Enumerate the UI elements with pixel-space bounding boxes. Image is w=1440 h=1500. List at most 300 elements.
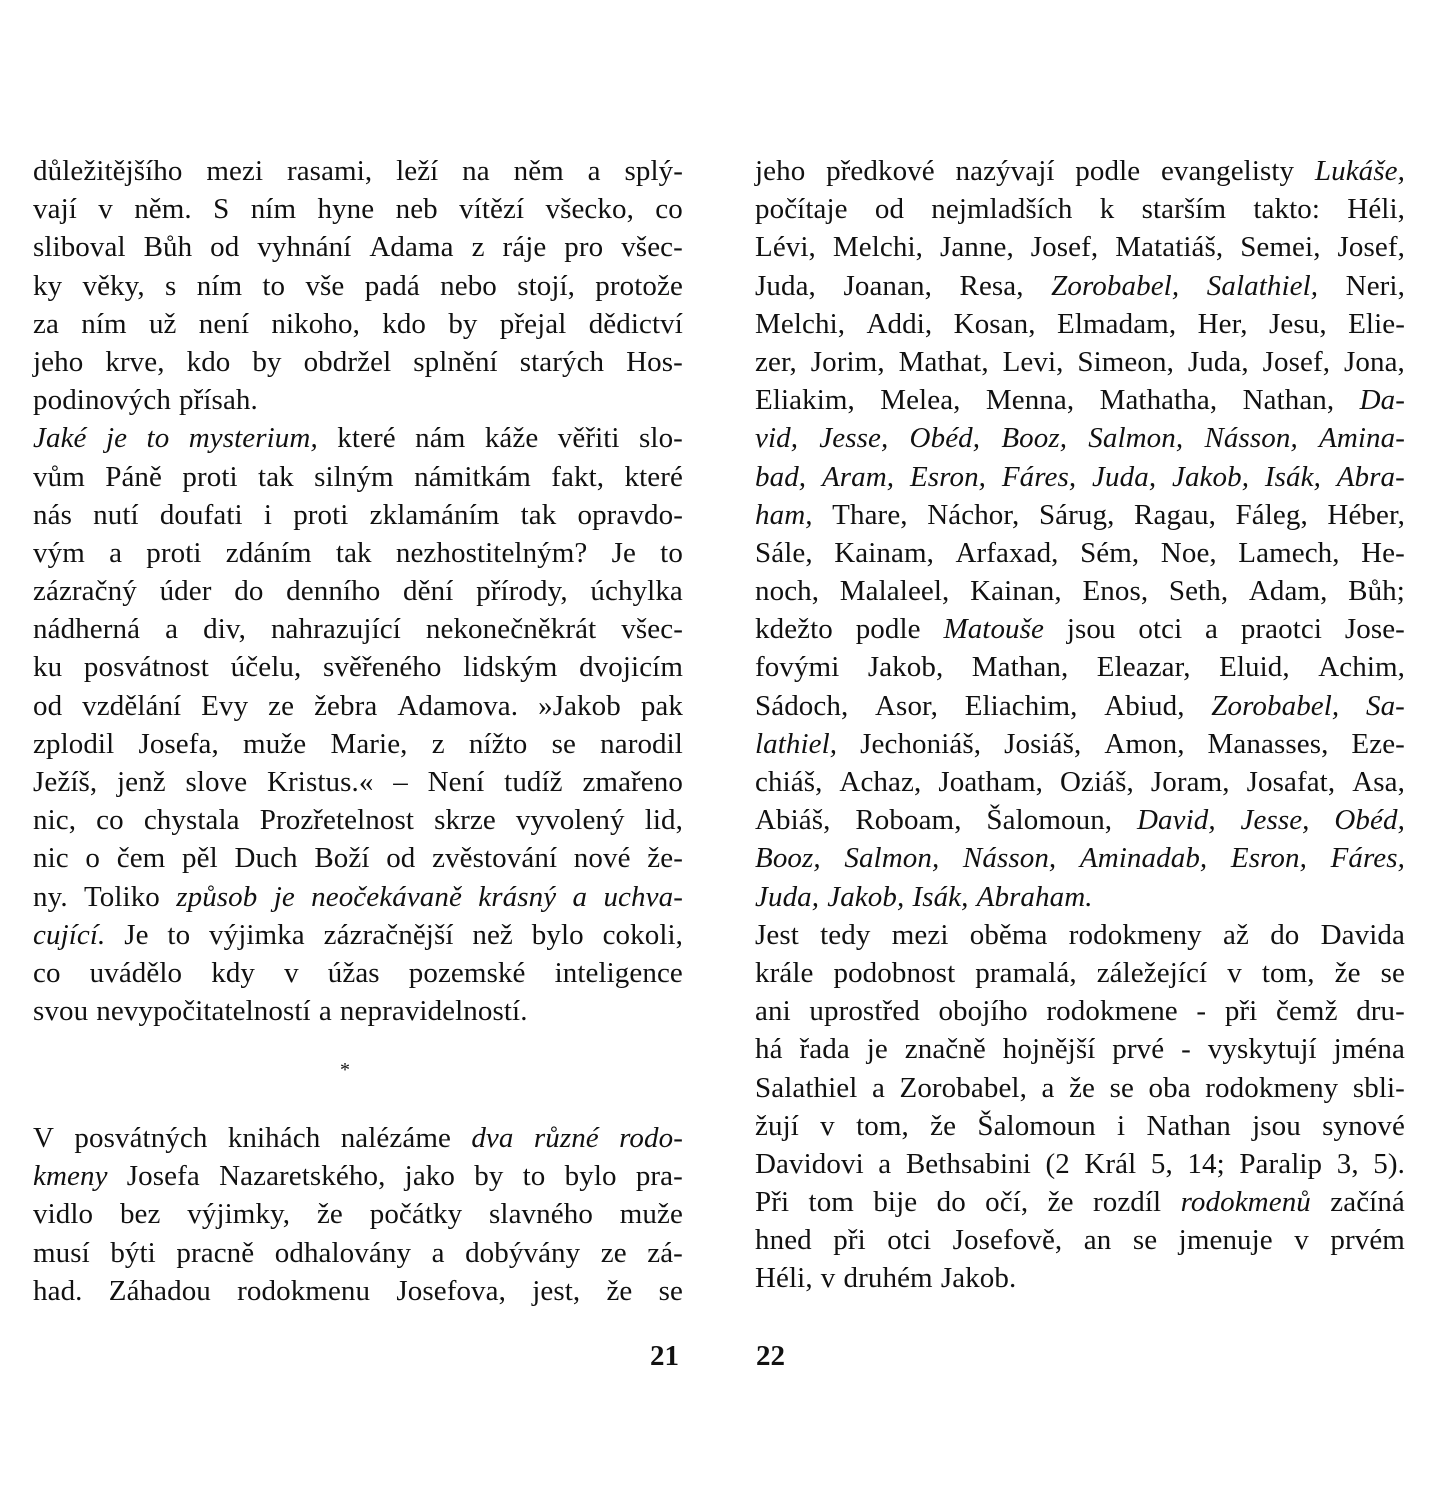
word: slavného [489, 1198, 593, 1231]
word: to [660, 536, 683, 569]
word: Héli, [1347, 193, 1405, 226]
word: začíná [1330, 1186, 1405, 1219]
word: Joram, [1150, 766, 1230, 798]
word: Lamech, [1238, 536, 1340, 569]
word: 3, [1336, 1147, 1359, 1180]
word: Jose- [1344, 613, 1405, 646]
word: v [98, 193, 113, 226]
text-line [33, 725, 683, 763]
word: padá [364, 269, 420, 302]
word: starším [1141, 193, 1227, 226]
word: Obéd, [1334, 804, 1405, 837]
word: Boží [314, 842, 370, 875]
word: opravdo- [577, 498, 683, 531]
word: krále [755, 956, 814, 989]
word: zá- [647, 1236, 683, 1269]
text-line [33, 992, 683, 1030]
text-line [33, 305, 683, 343]
word: tak [520, 498, 557, 531]
word: Jakob, [867, 651, 944, 684]
word: bad, [755, 460, 807, 493]
word: v [820, 1262, 836, 1295]
text-line [33, 458, 683, 496]
word: Šalomoun [977, 1109, 1096, 1142]
word: nezhostitelným? [395, 536, 588, 569]
word: bylo [531, 918, 584, 951]
word: úžas [327, 956, 380, 989]
text-line [33, 534, 683, 572]
word: denního [286, 575, 381, 608]
word: vítězí [459, 193, 525, 226]
word: 5). [1373, 1147, 1405, 1180]
word: než [472, 918, 513, 951]
word: Abraham. [976, 880, 1093, 913]
word: a [431, 1236, 445, 1269]
text-line [33, 1119, 683, 1157]
word: lathiel, [755, 727, 838, 760]
word: Adama [369, 231, 454, 264]
word: ním [250, 193, 297, 226]
word: zázračnější [323, 918, 454, 951]
word: Násson, [1204, 422, 1298, 455]
word: Roboam, [855, 804, 962, 837]
word: Jakob. [940, 1262, 1017, 1295]
text-line [755, 1221, 1405, 1259]
word: otci [887, 1224, 932, 1257]
word: Paralip [1239, 1147, 1323, 1180]
word: Salmon, [1088, 422, 1184, 455]
word: chiáš, [755, 766, 823, 798]
word: pramalá, [975, 956, 1077, 989]
word: Jona, [1344, 345, 1405, 378]
word: neb [395, 193, 438, 226]
word: nepravidelností. [339, 995, 528, 1028]
word: Levi, [1002, 345, 1064, 378]
word: prvé [1112, 1033, 1165, 1066]
text-line [33, 1195, 683, 1233]
word: krásný [478, 880, 557, 913]
word: že [606, 1274, 633, 1307]
word: Jakob, [1171, 460, 1250, 493]
word: je [273, 880, 295, 913]
word: proti [146, 536, 202, 569]
word: něm [513, 155, 564, 187]
word: i [263, 498, 273, 531]
word: Addi, [866, 307, 933, 340]
word: by [474, 1160, 504, 1193]
word: fovými [755, 651, 840, 684]
word: otci [1138, 613, 1183, 646]
word: Menna, [985, 384, 1075, 417]
word: narodil [600, 727, 683, 760]
word: podle [1075, 155, 1141, 187]
text-line [33, 763, 683, 801]
word: ku [33, 651, 63, 684]
word: úchylka [590, 575, 683, 608]
word: nejmladších [931, 193, 1073, 226]
word: nížto [468, 727, 528, 760]
word: slo- [639, 422, 683, 455]
word: kdo [186, 345, 231, 378]
word: dva [471, 1122, 514, 1154]
word: výjimka [209, 918, 305, 951]
word: jmenuje [1178, 1224, 1273, 1257]
word: Nazaretského, [219, 1160, 386, 1193]
word: protože [595, 269, 683, 302]
word: a [1205, 613, 1219, 646]
word: zmařeno [582, 766, 683, 798]
word: Jesse, [819, 422, 889, 455]
word: ham, [755, 498, 813, 531]
word: zdáním [225, 536, 312, 569]
word: sliboval [33, 231, 126, 264]
word: lid, [644, 804, 683, 837]
word: slove [185, 766, 248, 798]
word: se [1132, 1224, 1158, 1257]
word: býti [110, 1236, 156, 1269]
word: to [167, 918, 191, 951]
word: námitkám [414, 460, 531, 493]
text-line [755, 916, 1405, 954]
word: posvátných [74, 1122, 208, 1154]
word: až [1223, 918, 1249, 951]
word: mezi [891, 918, 949, 951]
text-line [755, 763, 1405, 801]
word: rodokmeny [1068, 918, 1202, 951]
word: jest, [532, 1274, 581, 1307]
word: uprostřed [809, 995, 920, 1028]
word: Sa- [1365, 689, 1405, 722]
word: ze [268, 689, 295, 722]
word: různé [533, 1122, 599, 1154]
word: oběma [969, 918, 1048, 951]
word: nazývají [955, 155, 1055, 187]
word: Mathan, [971, 651, 1069, 684]
word: Není [427, 766, 485, 798]
word: mysterium, [188, 422, 318, 455]
word: nevypočitatelností [96, 995, 311, 1028]
word: Salmon, [844, 842, 940, 875]
word: silným [314, 460, 394, 493]
word: Asor, [875, 689, 938, 722]
text-line [33, 152, 683, 190]
text-line [755, 572, 1405, 610]
text-line [755, 648, 1405, 686]
text-line [33, 1157, 683, 1195]
word: Abiud, [1104, 689, 1185, 722]
word: jsou [1066, 613, 1116, 646]
word: an [1083, 1224, 1112, 1257]
word: výjimky, [187, 1198, 291, 1231]
word: ním [196, 269, 243, 302]
word: Melchi, [832, 231, 923, 264]
word: Joatham, [938, 766, 1044, 798]
word: Malaleel, [839, 575, 950, 608]
text-line [755, 305, 1405, 343]
word: Duch [234, 842, 298, 875]
word: Jesse, [1240, 804, 1310, 837]
word: při [833, 1224, 866, 1257]
word: Elmadam, [1057, 307, 1177, 340]
word: druhém [843, 1262, 933, 1295]
word: podinových [33, 384, 171, 417]
word: Šalomoun, [986, 804, 1113, 837]
text-line [755, 1030, 1405, 1068]
text-line [33, 878, 683, 916]
word: v [284, 956, 299, 989]
text-line [33, 839, 683, 877]
word: zázračný [33, 575, 137, 608]
text-line [755, 267, 1405, 305]
word: Davidovi [755, 1147, 864, 1180]
page-number-left: 21 [650, 1340, 679, 1372]
word: Elie- [1348, 307, 1405, 340]
word: Bůh; [1348, 575, 1405, 608]
word: Juda, [1187, 345, 1249, 378]
text-line [755, 1107, 1405, 1145]
word: Joanan, [843, 269, 932, 302]
word: nám [415, 422, 466, 455]
word: proti [182, 460, 238, 493]
word: Bethsabini [905, 1147, 1031, 1180]
word: i [1117, 1109, 1126, 1142]
word: Josef, [1030, 231, 1099, 264]
word: vid, [755, 422, 799, 455]
word: tudíž [504, 766, 563, 798]
word: inteligence [554, 956, 683, 989]
word: Lévi, [755, 231, 816, 264]
word: všec- [621, 613, 683, 646]
word: Her, [1197, 307, 1248, 340]
word: Zorobabel, [1211, 689, 1340, 722]
text-line [755, 343, 1405, 381]
word: kdy [211, 956, 256, 989]
text-line [33, 954, 683, 992]
word: Kristus.« [267, 766, 374, 798]
word: 5, [1150, 1147, 1173, 1180]
word: uchva- [603, 880, 683, 913]
word: muže [619, 1198, 683, 1231]
word: doufati [159, 498, 243, 531]
word: Nathan [1146, 1109, 1231, 1142]
word: kdežto [755, 613, 833, 646]
word: tak [258, 460, 294, 493]
word: z [431, 727, 445, 760]
word: Páně [105, 460, 163, 493]
word: Sárug, [1038, 498, 1115, 531]
word: - [1196, 995, 1207, 1028]
right-page-text [755, 152, 1405, 1298]
word: Eluid, [1219, 651, 1290, 684]
word: sbli- [1352, 1071, 1405, 1104]
word: nic, [33, 804, 77, 837]
word: v [1294, 1224, 1309, 1257]
word: jeho [33, 345, 84, 378]
word: zvěstování [432, 842, 558, 875]
text-line [33, 267, 683, 305]
word: leží [396, 155, 439, 187]
word: takto: [1253, 193, 1321, 226]
text-line [33, 572, 683, 610]
word: Jechoniáš, [860, 727, 982, 760]
text-line [755, 1259, 1405, 1297]
word: Arfaxad, [955, 536, 1059, 569]
word: bez [119, 1198, 161, 1231]
word: podobnost [833, 956, 956, 989]
word: co [96, 804, 124, 837]
word: důležitějšího [33, 155, 183, 187]
word: Booz, [1001, 422, 1068, 455]
word: Juda, [755, 269, 816, 302]
word: že [1334, 956, 1361, 989]
word: pěl [182, 842, 218, 875]
word: které [337, 422, 396, 455]
word: Záhadou [108, 1274, 211, 1307]
word: kdo [382, 307, 427, 340]
word: rasami, [286, 155, 373, 187]
word: tedy [820, 918, 871, 951]
word: hojnější [1002, 1033, 1096, 1066]
word: Josefa [126, 1160, 200, 1193]
word: cující. [33, 918, 106, 951]
text-line [755, 801, 1405, 839]
word: že [316, 1198, 343, 1231]
text-line [755, 152, 1405, 190]
section-break-asterism: * [340, 1059, 350, 1081]
word: Matouše [943, 613, 1045, 646]
word: vým [33, 536, 85, 569]
word: pracně [176, 1236, 255, 1269]
word: Salathiel, [1206, 269, 1319, 302]
word: Hos- [626, 345, 683, 378]
word: prvém [1330, 1224, 1405, 1257]
word: od [210, 231, 240, 264]
word: oba [1148, 1071, 1191, 1104]
word: Mathat, [898, 345, 989, 378]
word: skrze [434, 804, 496, 837]
word: rodo- [619, 1122, 683, 1154]
word: dru- [1356, 995, 1405, 1028]
word: lidským [463, 651, 558, 684]
word: musí [33, 1236, 90, 1269]
word: ním [81, 307, 127, 340]
text-line [755, 1183, 1405, 1221]
word: had. [33, 1274, 83, 1307]
word: je [866, 1033, 888, 1066]
text-line [33, 496, 683, 534]
word: rodokmenu [237, 1274, 371, 1307]
word: svou [33, 995, 89, 1028]
word: nikoho, [271, 307, 360, 340]
text-line [755, 1069, 1405, 1107]
word: Jaké [33, 422, 87, 455]
word: Juda, [1092, 460, 1157, 493]
word: ráje [502, 231, 547, 264]
word: by [448, 307, 478, 340]
word: tom, [1261, 956, 1315, 989]
word: Achaz, [839, 766, 922, 798]
word: a [572, 880, 588, 913]
word: Isák, [1264, 460, 1321, 493]
word: značně [904, 1033, 986, 1066]
word: nekonečněkrát [425, 613, 597, 646]
word: Náchor, [927, 498, 1020, 531]
text-line [755, 1145, 1405, 1183]
word: V [33, 1122, 55, 1154]
word: Eliachim, [964, 689, 1078, 722]
word: věky, [82, 269, 145, 302]
word: Amon, [1104, 727, 1185, 760]
word: Sádoch, [755, 689, 849, 722]
word: stojí, [517, 269, 575, 302]
word: tak [335, 536, 372, 569]
word: knihách [227, 1122, 321, 1154]
text-line [755, 954, 1405, 992]
word: nahrazující [270, 613, 401, 646]
text-line [755, 381, 1405, 419]
word: by [252, 345, 282, 378]
text-line [33, 801, 683, 839]
word: to [146, 422, 170, 455]
word: Zorobabel, [1051, 269, 1180, 302]
word: – [393, 766, 408, 798]
word: káže [484, 422, 539, 455]
word: řada [799, 1033, 850, 1066]
text-line [755, 190, 1405, 228]
word: Marie, [330, 727, 408, 760]
word: není [198, 307, 250, 340]
word: že [930, 1109, 957, 1142]
word: nádherná [33, 613, 141, 646]
word: Jesu, [1268, 307, 1327, 340]
word: Sále, [755, 536, 813, 569]
text-line [33, 687, 683, 725]
word: evangelisty [1160, 155, 1295, 187]
word: pro [564, 231, 604, 264]
word: podle [855, 613, 921, 646]
word: splnění [413, 345, 498, 378]
word: vům [33, 460, 85, 493]
word: He- [1361, 536, 1405, 569]
word: Kainam, [834, 536, 934, 569]
word: Resa, [959, 269, 1024, 302]
word: bylo [564, 1160, 617, 1193]
word: Obéd, [909, 422, 981, 455]
word: Bůh [143, 231, 193, 264]
word: Nathan, [1242, 384, 1335, 417]
text-line [755, 992, 1405, 1030]
word: proti [293, 498, 349, 531]
word: Jest [755, 918, 799, 951]
word: zklamáním [369, 498, 500, 531]
word: to [262, 269, 286, 302]
word: Zorobabel, [899, 1071, 1027, 1104]
word: Esron, [909, 460, 987, 493]
word: Je [124, 918, 149, 951]
word: Davida [1320, 918, 1405, 951]
word: pak [640, 689, 683, 722]
word: Při [755, 1186, 790, 1219]
word: Josiáš, [1004, 727, 1082, 760]
word: Abiáš, [755, 804, 831, 837]
text-line [33, 1272, 683, 1310]
word: Josefova, [396, 1274, 506, 1307]
text-line [755, 839, 1405, 877]
text-line [33, 228, 683, 266]
word: »Jakob [538, 689, 621, 722]
word: Héli, [755, 1262, 813, 1295]
word: přejal [499, 307, 567, 340]
